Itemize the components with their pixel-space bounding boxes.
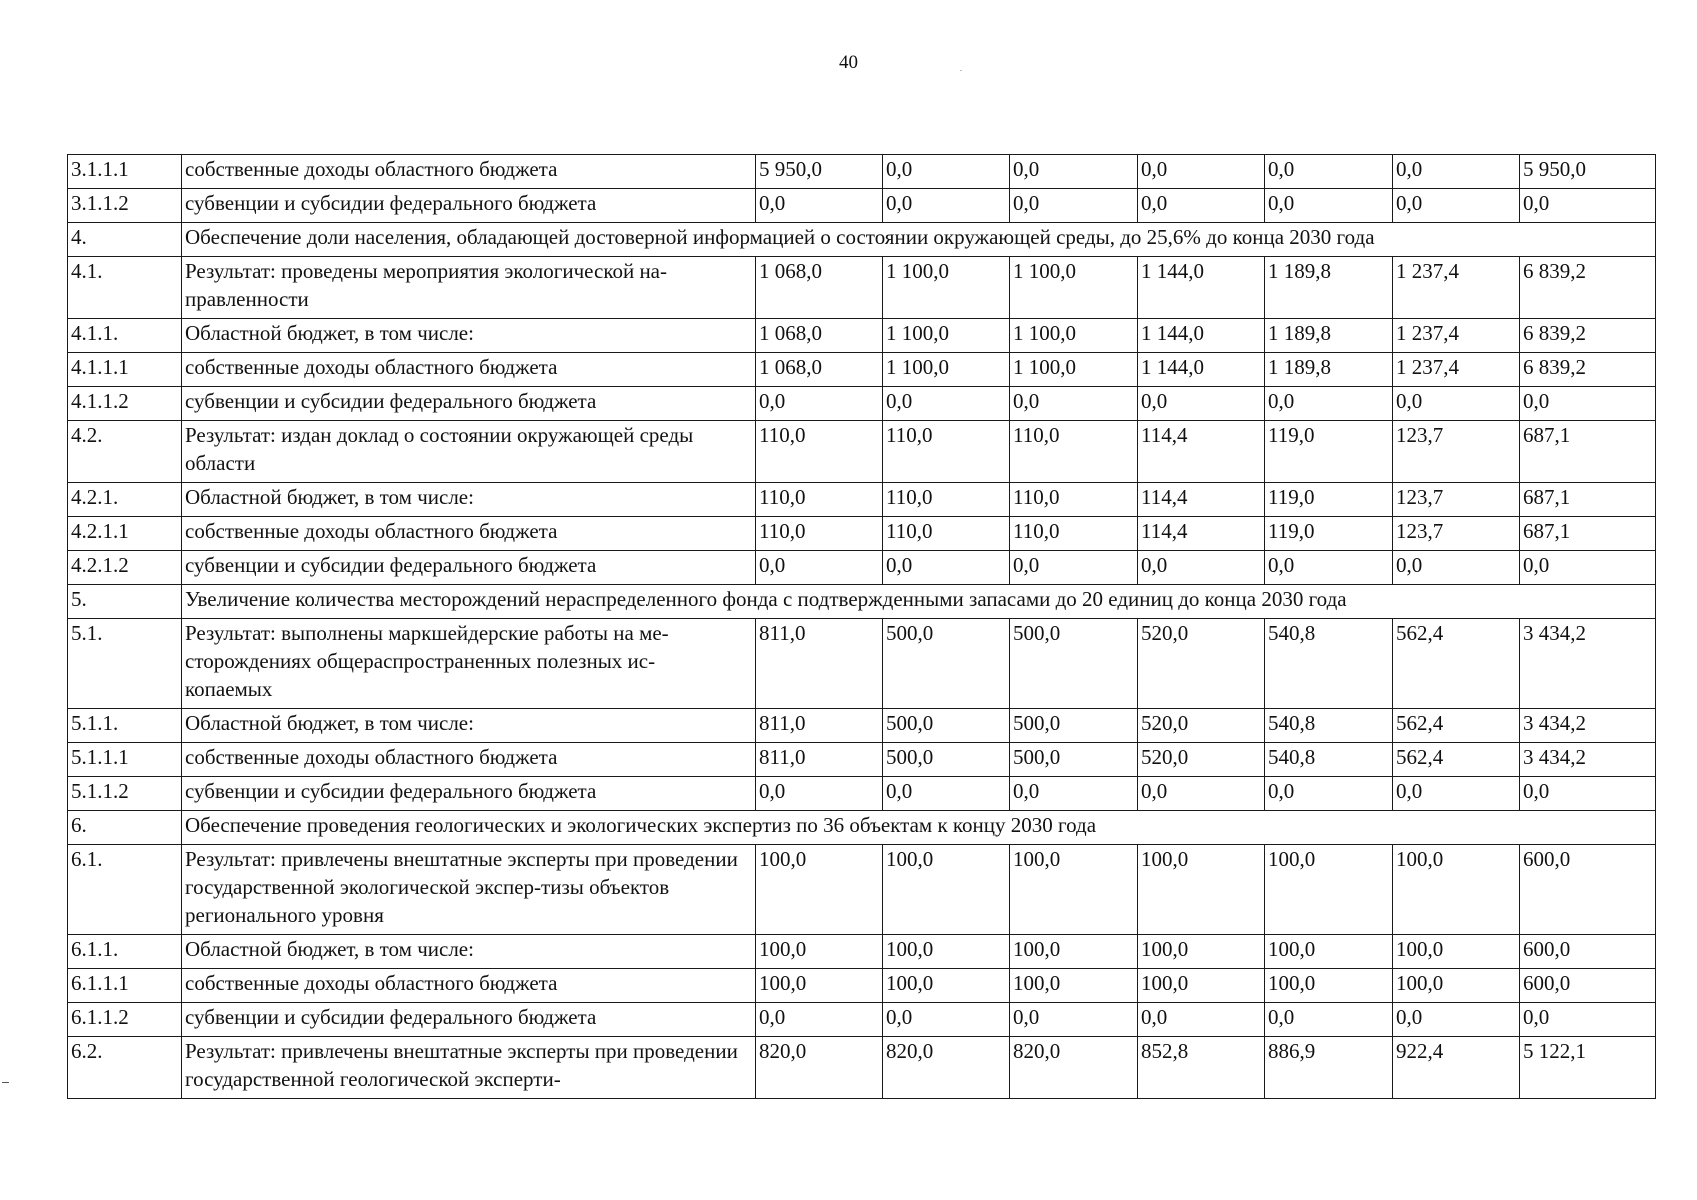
scan-artifact-mark [2,1082,9,1083]
year-value-cell: 0,0 [1265,551,1393,585]
year-value-cell: 1 100,0 [883,257,1010,319]
row-number-cell: 5.1. [68,619,182,709]
year-value-cell: 1 237,4 [1393,257,1520,319]
row-name-cell: Областной бюджет, в том числе: [182,319,756,353]
year-value-cell: 500,0 [883,709,1010,743]
row-number-cell: 5.1.1.1 [68,743,182,777]
year-value-cell: 562,4 [1393,709,1520,743]
year-value-cell: 100,0 [883,935,1010,969]
row-number-cell: 6.1.1.2 [68,1003,182,1037]
year-value-cell: 110,0 [1010,517,1138,551]
year-value-cell: 119,0 [1265,517,1393,551]
year-value-cell: 1 068,0 [756,319,883,353]
total-value-cell: 3 434,2 [1520,743,1656,777]
scan-artifact-dot [960,70,962,71]
table-row [68,935,1656,969]
section-row [68,585,1656,619]
year-value-cell: 540,8 [1265,709,1393,743]
row-number-cell: 3.1.1.1 [68,155,182,189]
year-value-cell: 1 100,0 [883,353,1010,387]
year-value-cell: 0,0 [1393,1003,1520,1037]
total-value-cell: 600,0 [1520,935,1656,969]
year-value-cell: 100,0 [1265,969,1393,1003]
total-value-cell: 0,0 [1520,777,1656,811]
year-value-cell: 110,0 [883,483,1010,517]
total-value-cell: 3 434,2 [1520,619,1656,709]
year-value-cell: 540,8 [1265,743,1393,777]
table-row [68,551,1656,585]
year-value-cell: 110,0 [756,483,883,517]
year-value-cell: 0,0 [1265,189,1393,223]
year-value-cell: 0,0 [1393,551,1520,585]
row-name-cell: Областной бюджет, в том числе: [182,709,756,743]
row-name-cell: собственные доходы областного бюджета [182,353,756,387]
year-value-cell: 123,7 [1393,517,1520,551]
year-value-cell: 1 189,8 [1265,257,1393,319]
year-value-cell: 100,0 [756,845,883,935]
year-value-cell: 100,0 [1138,935,1265,969]
year-value-cell: 100,0 [1393,845,1520,935]
year-value-cell: 500,0 [1010,619,1138,709]
row-number-cell: 4.1.1.2 [68,387,182,421]
year-value-cell: 100,0 [1265,845,1393,935]
year-value-cell: 0,0 [1393,777,1520,811]
year-value-cell: 123,7 [1393,483,1520,517]
total-value-cell: 0,0 [1520,387,1656,421]
total-value-cell: 5 122,1 [1520,1037,1656,1099]
year-value-cell: 500,0 [1010,743,1138,777]
total-value-cell: 5 950,0 [1520,155,1656,189]
year-value-cell: 0,0 [1010,155,1138,189]
total-value-cell: 600,0 [1520,969,1656,1003]
row-number-cell: 5.1.1. [68,709,182,743]
year-value-cell: 1 237,4 [1393,353,1520,387]
year-value-cell: 110,0 [1010,421,1138,483]
year-value-cell: 0,0 [1138,387,1265,421]
year-value-cell: 0,0 [1138,155,1265,189]
row-number-cell: 4. [68,223,182,257]
table-row [68,777,1656,811]
total-value-cell: 687,1 [1520,421,1656,483]
year-value-cell: 0,0 [1265,777,1393,811]
row-name-cell: субвенции и субсидии федерального бюджета [182,1003,756,1037]
year-value-cell: 0,0 [1393,387,1520,421]
year-value-cell: 100,0 [756,935,883,969]
year-value-cell: 0,0 [756,777,883,811]
year-value-cell: 0,0 [883,189,1010,223]
row-number-cell: 4.2.1.1 [68,517,182,551]
year-value-cell: 1 068,0 [756,257,883,319]
year-value-cell: 500,0 [883,619,1010,709]
year-value-cell: 1 144,0 [1138,257,1265,319]
year-value-cell: 100,0 [1138,845,1265,935]
year-value-cell: 114,4 [1138,517,1265,551]
row-number-cell: 6.2. [68,1037,182,1099]
year-value-cell: 119,0 [1265,483,1393,517]
year-value-cell: 0,0 [756,189,883,223]
budget-table-body [68,155,1656,1099]
row-number-cell: 4.1. [68,257,182,319]
total-value-cell: 6 839,2 [1520,353,1656,387]
year-value-cell: 100,0 [1393,969,1520,1003]
row-number-cell: 6.1. [68,845,182,935]
row-number-cell: 5. [68,585,182,619]
year-value-cell: 100,0 [883,845,1010,935]
year-value-cell: 540,8 [1265,619,1393,709]
section-row [68,811,1656,845]
year-value-cell: 0,0 [1265,387,1393,421]
budget-table [67,154,1656,1099]
year-value-cell: 1 189,8 [1265,353,1393,387]
total-value-cell: 0,0 [1520,189,1656,223]
year-value-cell: 0,0 [883,387,1010,421]
year-value-cell: 820,0 [883,1037,1010,1099]
total-value-cell: 0,0 [1520,551,1656,585]
year-value-cell: 100,0 [1010,935,1138,969]
year-value-cell: 110,0 [756,517,883,551]
year-value-cell: 1 100,0 [883,319,1010,353]
year-value-cell: 0,0 [1138,1003,1265,1037]
year-value-cell: 119,0 [1265,421,1393,483]
year-value-cell: 110,0 [756,421,883,483]
row-number-cell: 6. [68,811,182,845]
year-value-cell: 5 950,0 [756,155,883,189]
year-value-cell: 100,0 [756,969,883,1003]
total-value-cell: 6 839,2 [1520,257,1656,319]
year-value-cell: 0,0 [1010,189,1138,223]
row-name-cell: субвенции и субсидии федерального бюджета [182,551,756,585]
table-row [68,845,1656,935]
year-value-cell: 0,0 [883,551,1010,585]
year-value-cell: 0,0 [1265,155,1393,189]
year-value-cell: 0,0 [883,155,1010,189]
year-value-cell: 0,0 [1010,777,1138,811]
row-number-cell: 4.1.1. [68,319,182,353]
year-value-cell: 114,4 [1138,483,1265,517]
row-number-cell: 5.1.1.2 [68,777,182,811]
year-value-cell: 886,9 [1265,1037,1393,1099]
section-row [68,223,1656,257]
table-row [68,1037,1656,1099]
year-value-cell: 922,4 [1393,1037,1520,1099]
year-value-cell: 1 144,0 [1138,319,1265,353]
table-row [68,709,1656,743]
table-row [68,517,1656,551]
table-row [68,353,1656,387]
table-row [68,969,1656,1003]
total-value-cell: 6 839,2 [1520,319,1656,353]
year-value-cell: 562,4 [1393,743,1520,777]
year-value-cell: 0,0 [1010,1003,1138,1037]
total-value-cell: 600,0 [1520,845,1656,935]
year-value-cell: 820,0 [1010,1037,1138,1099]
year-value-cell: 1 237,4 [1393,319,1520,353]
year-value-cell: 0,0 [1010,551,1138,585]
row-name-cell: собственные доходы областного бюджета [182,969,756,1003]
year-value-cell: 1 100,0 [1010,257,1138,319]
year-value-cell: 0,0 [883,1003,1010,1037]
year-value-cell: 1 100,0 [1010,319,1138,353]
year-value-cell: 100,0 [1265,935,1393,969]
year-value-cell: 811,0 [756,743,883,777]
year-value-cell: 0,0 [883,777,1010,811]
year-value-cell: 1 144,0 [1138,353,1265,387]
row-name-cell: Результат: привлечены внештатные эксперты при проведении государственной геологической эксперти- [182,1037,756,1099]
row-number-cell: 4.2.1.2 [68,551,182,585]
year-value-cell: 100,0 [1393,935,1520,969]
page-number: 40 [839,52,858,73]
year-value-cell: 820,0 [756,1037,883,1099]
year-value-cell: 0,0 [1265,1003,1393,1037]
row-name-cell: собственные доходы областного бюджета [182,155,756,189]
year-value-cell: 0,0 [756,551,883,585]
row-name-cell: Результат: выполнены маркшейдерские работы на ме-сторождениях общераспространенных полезных ис-копаемых [182,619,756,709]
row-name-cell: Результат: издан доклад о состоянии окружающей среды области [182,421,756,483]
year-value-cell: 500,0 [883,743,1010,777]
table-row [68,619,1656,709]
table-row [68,1003,1656,1037]
year-value-cell: 1 189,8 [1265,319,1393,353]
table-row [68,189,1656,223]
year-value-cell: 0,0 [1393,155,1520,189]
row-name-cell: Областной бюджет, в том числе: [182,935,756,969]
year-value-cell: 110,0 [883,517,1010,551]
total-value-cell: 687,1 [1520,483,1656,517]
row-name-cell: Результат: проведены мероприятия экологической на-правленности [182,257,756,319]
row-number-cell: 4.2. [68,421,182,483]
total-value-cell: 687,1 [1520,517,1656,551]
year-value-cell: 0,0 [1138,777,1265,811]
year-value-cell: 100,0 [1010,845,1138,935]
table-row [68,319,1656,353]
section-title-cell: Обеспечение доли населения, обладающей достоверной информацией о состоянии окружающей среды, до 25,6% до конца 2030 года [182,223,1656,257]
year-value-cell: 562,4 [1393,619,1520,709]
year-value-cell: 0,0 [1010,387,1138,421]
section-title-cell: Обеспечение проведения геологических и экологических экспертиз по 36 объектам к концу 2030 года [182,811,1656,845]
year-value-cell: 520,0 [1138,619,1265,709]
year-value-cell: 100,0 [1010,969,1138,1003]
row-number-cell: 4.2.1. [68,483,182,517]
row-number-cell: 3.1.1.2 [68,189,182,223]
year-value-cell: 114,4 [1138,421,1265,483]
row-name-cell: субвенции и субсидии федерального бюджета [182,387,756,421]
year-value-cell: 100,0 [1138,969,1265,1003]
year-value-cell: 520,0 [1138,743,1265,777]
year-value-cell: 0,0 [756,387,883,421]
year-value-cell: 110,0 [883,421,1010,483]
year-value-cell: 0,0 [1393,189,1520,223]
year-value-cell: 110,0 [1010,483,1138,517]
year-value-cell: 0,0 [1138,189,1265,223]
total-value-cell: 0,0 [1520,1003,1656,1037]
year-value-cell: 0,0 [1138,551,1265,585]
table-row [68,257,1656,319]
row-number-cell: 6.1.1.1 [68,969,182,1003]
row-name-cell: субвенции и субсидии федерального бюджета [182,777,756,811]
year-value-cell: 520,0 [1138,709,1265,743]
year-value-cell: 1 100,0 [1010,353,1138,387]
year-value-cell: 1 068,0 [756,353,883,387]
total-value-cell: 3 434,2 [1520,709,1656,743]
row-number-cell: 6.1.1. [68,935,182,969]
year-value-cell: 0,0 [756,1003,883,1037]
table-row [68,483,1656,517]
section-title-cell: Увеличение количества месторождений нераспределенного фонда с подтвержденными запасами до 20 единиц до конца 2030 года [182,585,1656,619]
row-name-cell: Результат: привлечены внештатные эксперты при проведении государственной экологической экспер-тизы объектов регионального уровня [182,845,756,935]
year-value-cell: 811,0 [756,619,883,709]
table-row [68,421,1656,483]
row-number-cell: 4.1.1.1 [68,353,182,387]
table-row [68,155,1656,189]
year-value-cell: 811,0 [756,709,883,743]
row-name-cell: собственные доходы областного бюджета [182,743,756,777]
table-row [68,387,1656,421]
row-name-cell: Областной бюджет, в том числе: [182,483,756,517]
year-value-cell: 123,7 [1393,421,1520,483]
row-name-cell: собственные доходы областного бюджета [182,517,756,551]
table-row [68,743,1656,777]
year-value-cell: 500,0 [1010,709,1138,743]
year-value-cell: 852,8 [1138,1037,1265,1099]
row-name-cell: субвенции и субсидии федерального бюджета [182,189,756,223]
year-value-cell: 100,0 [883,969,1010,1003]
